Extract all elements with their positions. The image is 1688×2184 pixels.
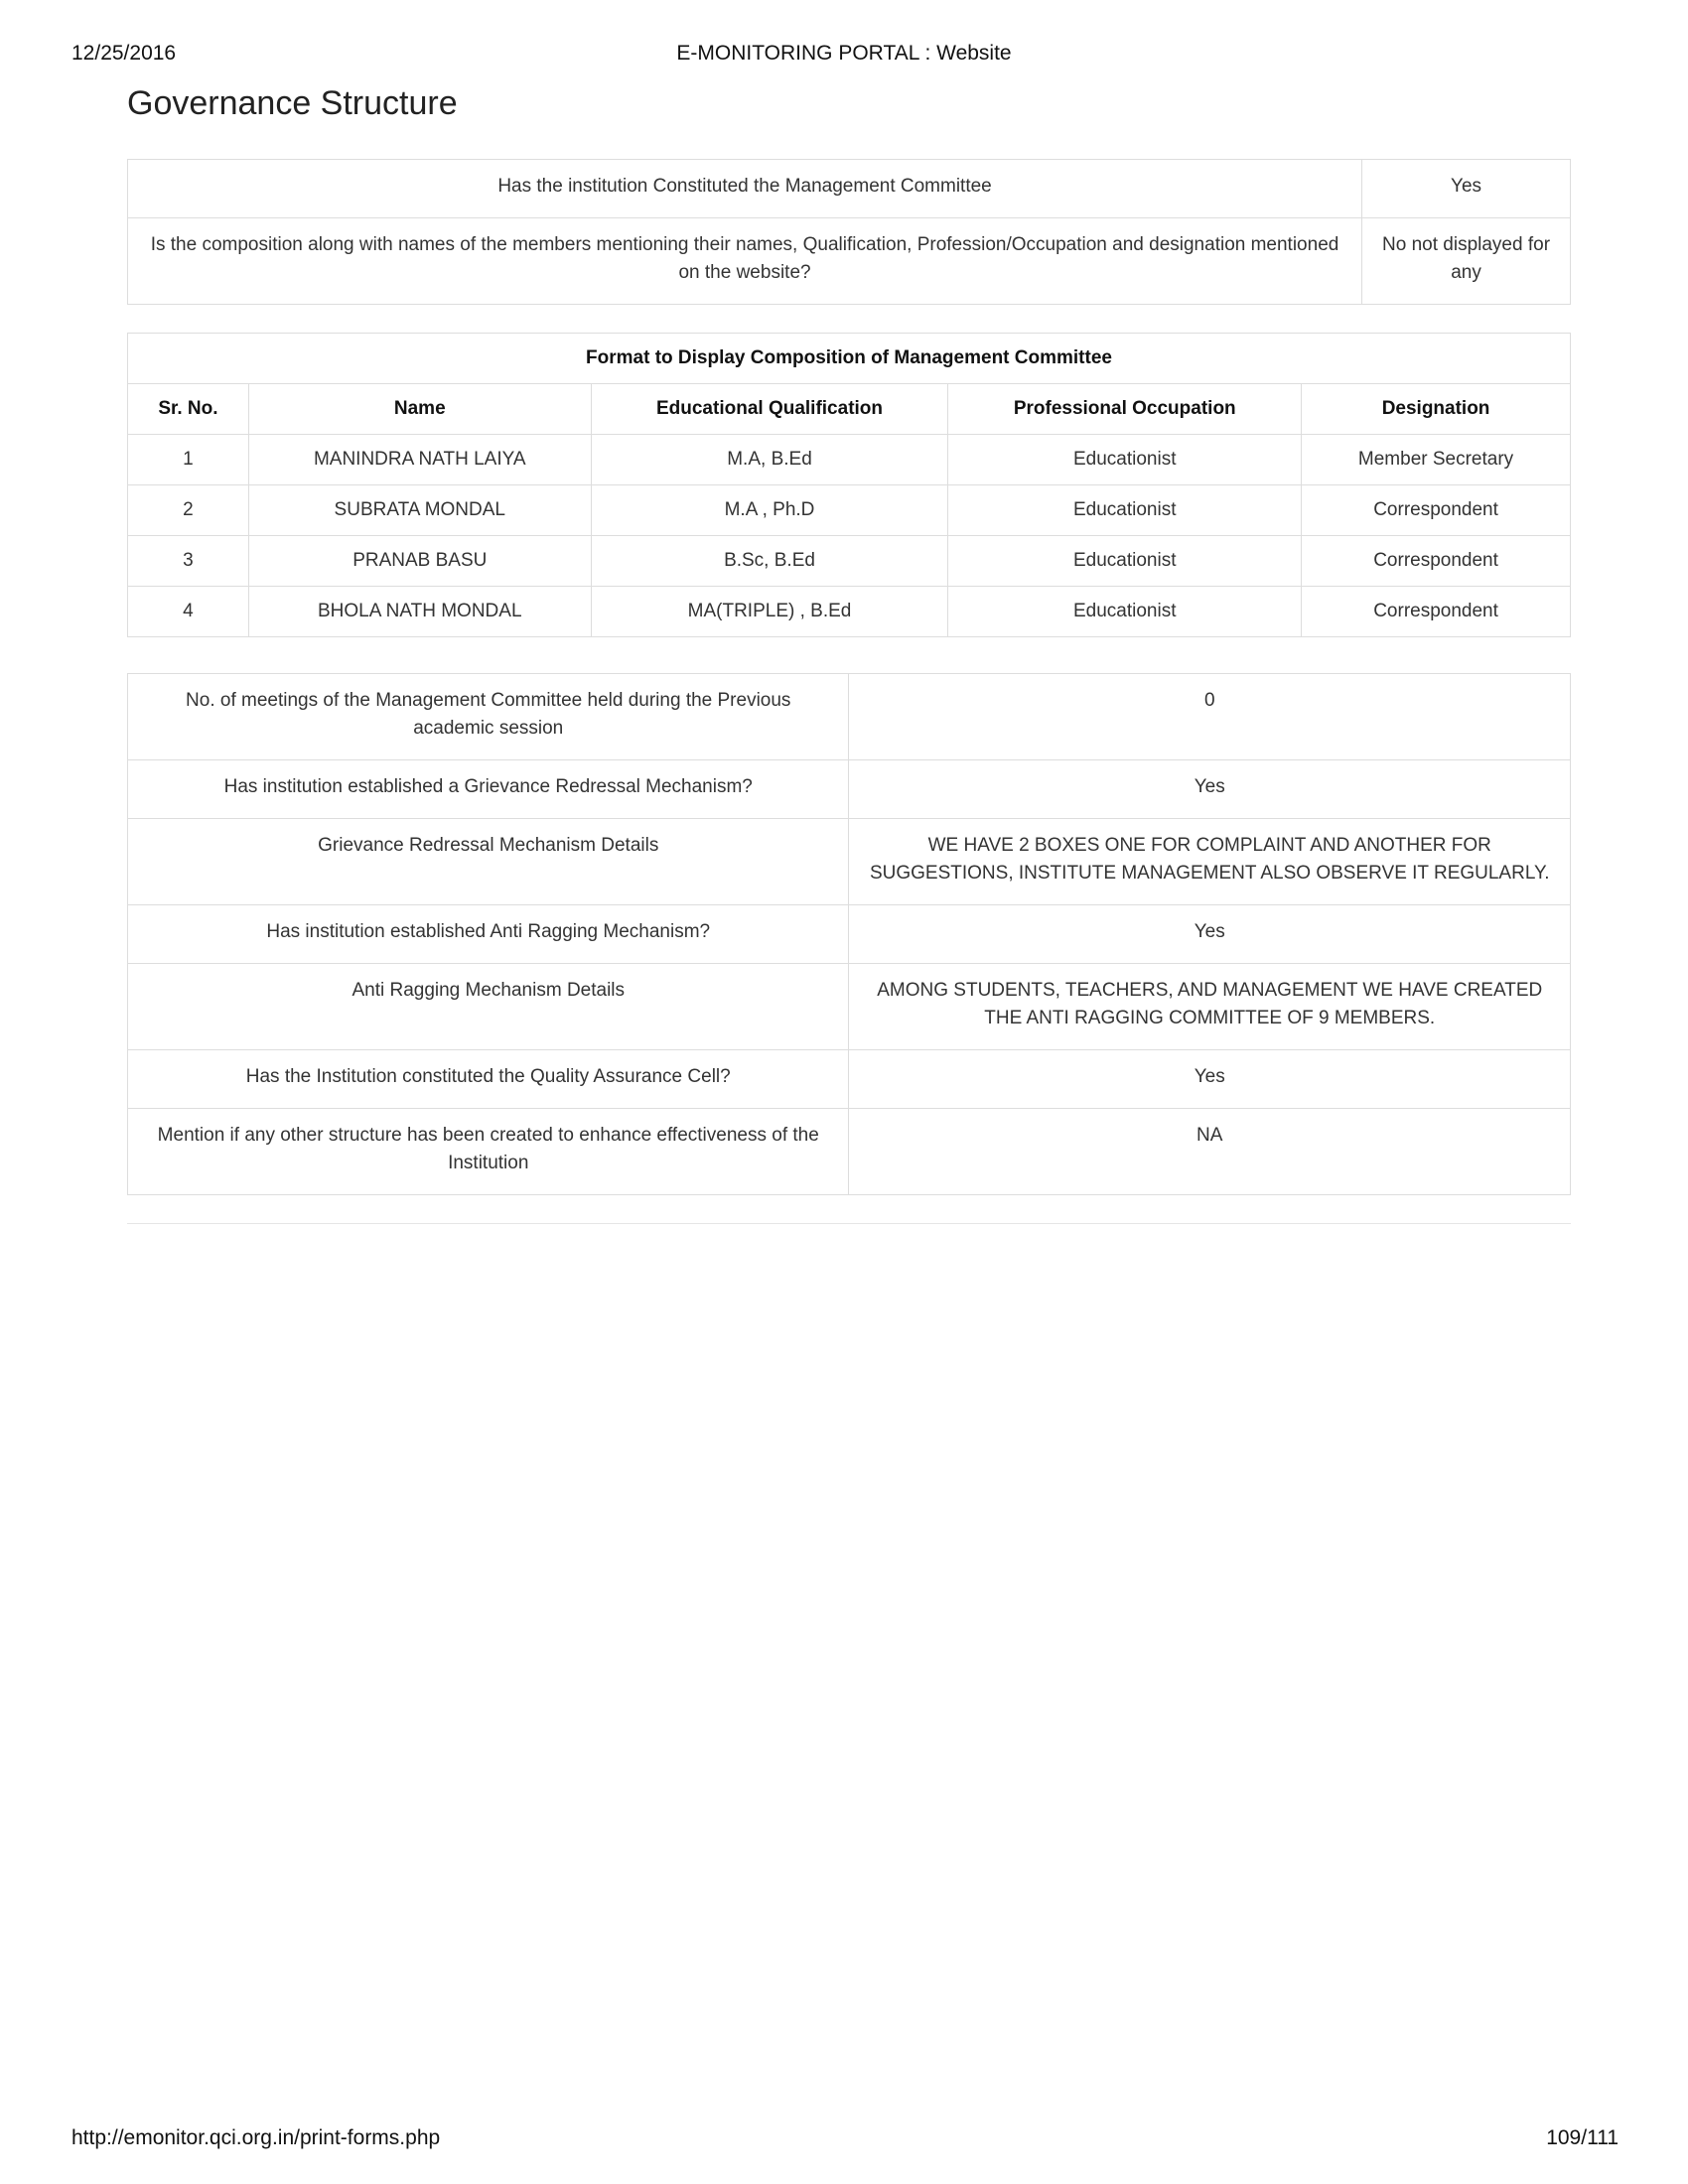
answer-cell: WE HAVE 2 BOXES ONE FOR COMPLAINT AND ANOTHER FOR SUGGESTIONS, INSTITUTE MANAGEMENT ALSO OBSERVE IT REGULARLY.	[849, 819, 1571, 905]
table-row	[128, 485, 1571, 536]
question-cell: Is the composition along with names of the members mentioning their names, Qualification, Profession/Occupation and designation mentioned on the website?	[128, 218, 1362, 305]
table-row	[128, 1109, 1571, 1195]
column-header: Educational Qualification	[591, 384, 948, 435]
table-row	[128, 435, 1571, 485]
column-header: Professional Occupation	[948, 384, 1302, 435]
table-row	[128, 160, 1571, 218]
question-cell: Has institution established Anti Ragging Mechanism?	[128, 905, 849, 964]
designation-cell: Member Secretary	[1302, 435, 1571, 485]
qualification-cell: MA(TRIPLE) , B.Ed	[591, 587, 948, 637]
question-cell: Has institution established a Grievance Redressal Mechanism?	[128, 760, 849, 819]
column-header: Designation	[1302, 384, 1571, 435]
answer-cell: 0	[849, 674, 1571, 760]
composition-caption: Format to Display Composition of Management Committee	[128, 334, 1571, 384]
qualification-cell: B.Sc, B.Ed	[591, 536, 948, 587]
print-header-title: E-MONITORING PORTAL : Website	[676, 42, 1012, 65]
print-header-date: 12/25/2016	[71, 42, 177, 65]
designation-cell: Correspondent	[1302, 485, 1571, 536]
table-row	[128, 905, 1571, 964]
qualification-cell: M.A , Ph.D	[591, 485, 948, 536]
print-footer-page-number: 109/111	[1546, 2126, 1618, 2149]
answer-cell: AMONG STUDENTS, TEACHERS, AND MANAGEMENT WE HAVE CREATED THE ANTI RAGGING COMMITTEE OF 9 MEMBERS.	[849, 964, 1571, 1050]
question-cell: Anti Ragging Mechanism Details	[128, 964, 849, 1050]
name-cell: PRANAB BASU	[248, 536, 591, 587]
governance-content	[127, 81, 1571, 1224]
table-row	[128, 1050, 1571, 1109]
answer-cell: NA	[849, 1109, 1571, 1195]
table-row	[128, 218, 1571, 305]
name-cell: SUBRATA MONDAL	[248, 485, 591, 536]
answer-cell: Yes	[1362, 160, 1571, 218]
answer-cell: No not displayed for any	[1362, 218, 1571, 305]
committee-questions-table	[127, 159, 1571, 305]
occupation-cell: Educationist	[948, 587, 1302, 637]
answer-cell: Yes	[849, 760, 1571, 819]
page-title: Governance Structure	[127, 84, 458, 122]
column-header: Name	[248, 384, 591, 435]
occupation-cell: Educationist	[948, 435, 1302, 485]
answer-cell: Yes	[849, 1050, 1571, 1109]
table-row	[128, 587, 1571, 637]
print-footer-url: http://emonitor.qci.org.in/print-forms.php	[71, 2126, 441, 2149]
sr-no-cell: 3	[128, 536, 249, 587]
question-cell: Mention if any other structure has been created to enhance effectiveness of the Institution	[128, 1109, 849, 1195]
question-cell: No. of meetings of the Management Committee held during the Previous academic session	[128, 674, 849, 760]
table-caption-row	[128, 334, 1571, 384]
question-cell: Has the institution Constituted the Management Committee	[128, 160, 1362, 218]
table-row	[128, 964, 1571, 1050]
table-row	[128, 674, 1571, 760]
section-divider	[127, 1223, 1571, 1224]
designation-cell: Correspondent	[1302, 536, 1571, 587]
name-cell: MANINDRA NATH LAIYA	[248, 435, 591, 485]
designation-cell: Correspondent	[1302, 587, 1571, 637]
qualification-cell: M.A, B.Ed	[591, 435, 948, 485]
sr-no-cell: 4	[128, 587, 249, 637]
table-header-row	[128, 384, 1571, 435]
name-cell: BHOLA NATH MONDAL	[248, 587, 591, 637]
occupation-cell: Educationist	[948, 536, 1302, 587]
question-cell: Has the Institution constituted the Quality Assurance Cell?	[128, 1050, 849, 1109]
column-header: Sr. No.	[128, 384, 249, 435]
composition-table	[127, 333, 1571, 637]
sr-no-cell: 1	[128, 435, 249, 485]
answer-cell: Yes	[849, 905, 1571, 964]
table-row	[128, 760, 1571, 819]
table-row	[128, 536, 1571, 587]
table-row	[128, 819, 1571, 905]
occupation-cell: Educationist	[948, 485, 1302, 536]
governance-details-table	[127, 673, 1571, 1195]
sr-no-cell: 2	[128, 485, 249, 536]
question-cell: Grievance Redressal Mechanism Details	[128, 819, 849, 905]
